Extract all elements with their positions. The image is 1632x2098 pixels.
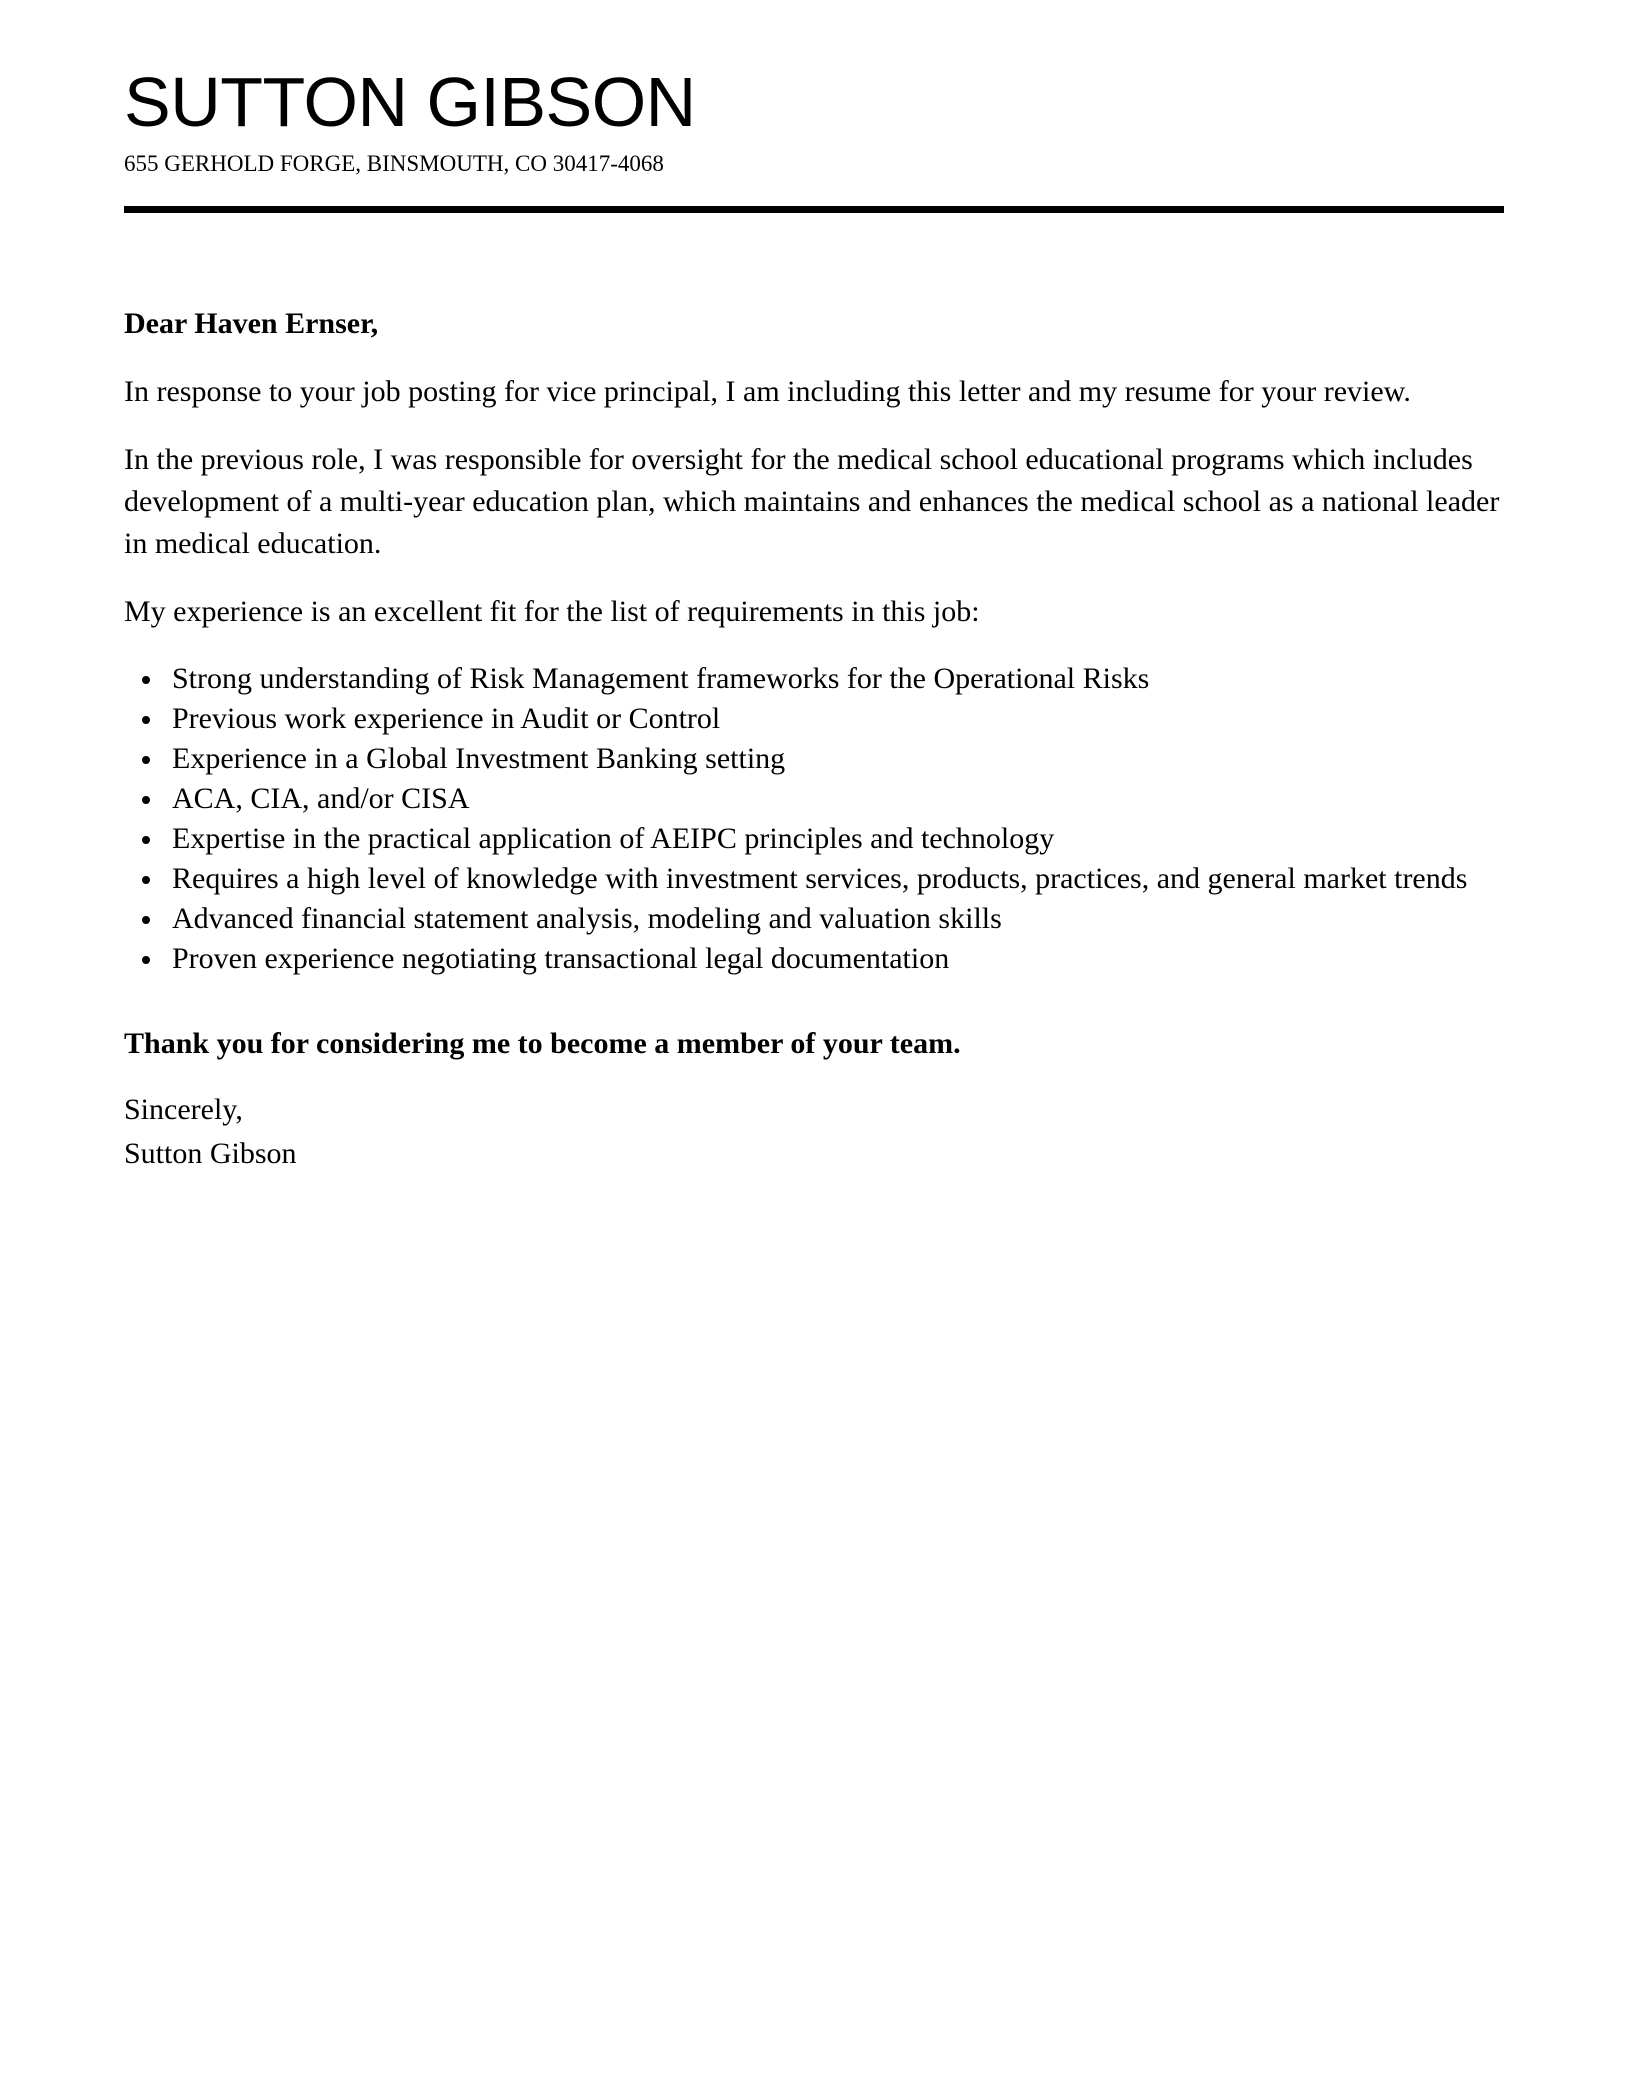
closing-block xyxy=(124,1088,1504,1176)
bullet-icon xyxy=(142,796,150,804)
bullet-icon xyxy=(142,676,150,684)
applicant-address: 655 GERHOLD FORGE, BINSMOUTH, CO 30417-4068 xyxy=(124,151,664,176)
list-item-text: Previous work experience in Audit or Control xyxy=(172,702,721,735)
list-item-text: Experience in a Global Investment Banking setting xyxy=(172,742,786,775)
list-item xyxy=(172,779,1504,819)
header-divider xyxy=(124,206,1504,213)
signature: Sutton Gibson xyxy=(124,1137,297,1170)
requirements-list xyxy=(124,659,1504,979)
list-item-text: Requires a high level of knowledge with investment services, products, practices, and general market trends xyxy=(172,862,1468,895)
list-item xyxy=(172,819,1504,859)
paragraph-intro: In response to your job posting for vice principal, I am including this letter and my resume for your review. xyxy=(124,375,1411,408)
list-item-text: Proven experience negotiating transactional legal documentation xyxy=(172,942,950,975)
bullet-icon xyxy=(142,716,150,724)
list-item-text: Expertise in the practical application of AEIPC principles and technology xyxy=(172,822,1055,855)
list-item xyxy=(172,859,1504,899)
list-item xyxy=(172,899,1504,939)
bullet-icon xyxy=(142,756,150,764)
bullet-icon xyxy=(142,956,150,964)
applicant-name: SUTTON GIBSON xyxy=(124,63,696,141)
bullet-icon xyxy=(142,876,150,884)
bullet-icon xyxy=(142,916,150,924)
list-item-text: ACA, CIA, and/or CISA xyxy=(172,782,470,815)
paragraph-experience: In the previous role, I was responsible for oversight for the medical school educational programs which includes development of a multi-year education plan, which maintains and enhances the medical school as a national leader in medical education. xyxy=(124,443,1500,560)
list-item xyxy=(172,699,1504,739)
list-item-text: Advanced financial statement analysis, modeling and valuation skills xyxy=(172,902,1002,935)
bullet-icon xyxy=(142,836,150,844)
list-item-text: Strong understanding of Risk Management frameworks for the Operational Risks xyxy=(172,662,1150,695)
list-item xyxy=(172,659,1504,699)
letter-body xyxy=(124,303,1504,1176)
list-item xyxy=(172,939,1504,979)
thank-you-line: Thank you for considering me to become a member of your team. xyxy=(124,1027,961,1060)
salutation: Dear Haven Ernser, xyxy=(124,307,379,340)
list-item xyxy=(172,739,1504,779)
closing: Sincerely, xyxy=(124,1093,243,1126)
paragraph-fit: My experience is an excellent fit for the list of requirements in this job: xyxy=(124,595,980,628)
